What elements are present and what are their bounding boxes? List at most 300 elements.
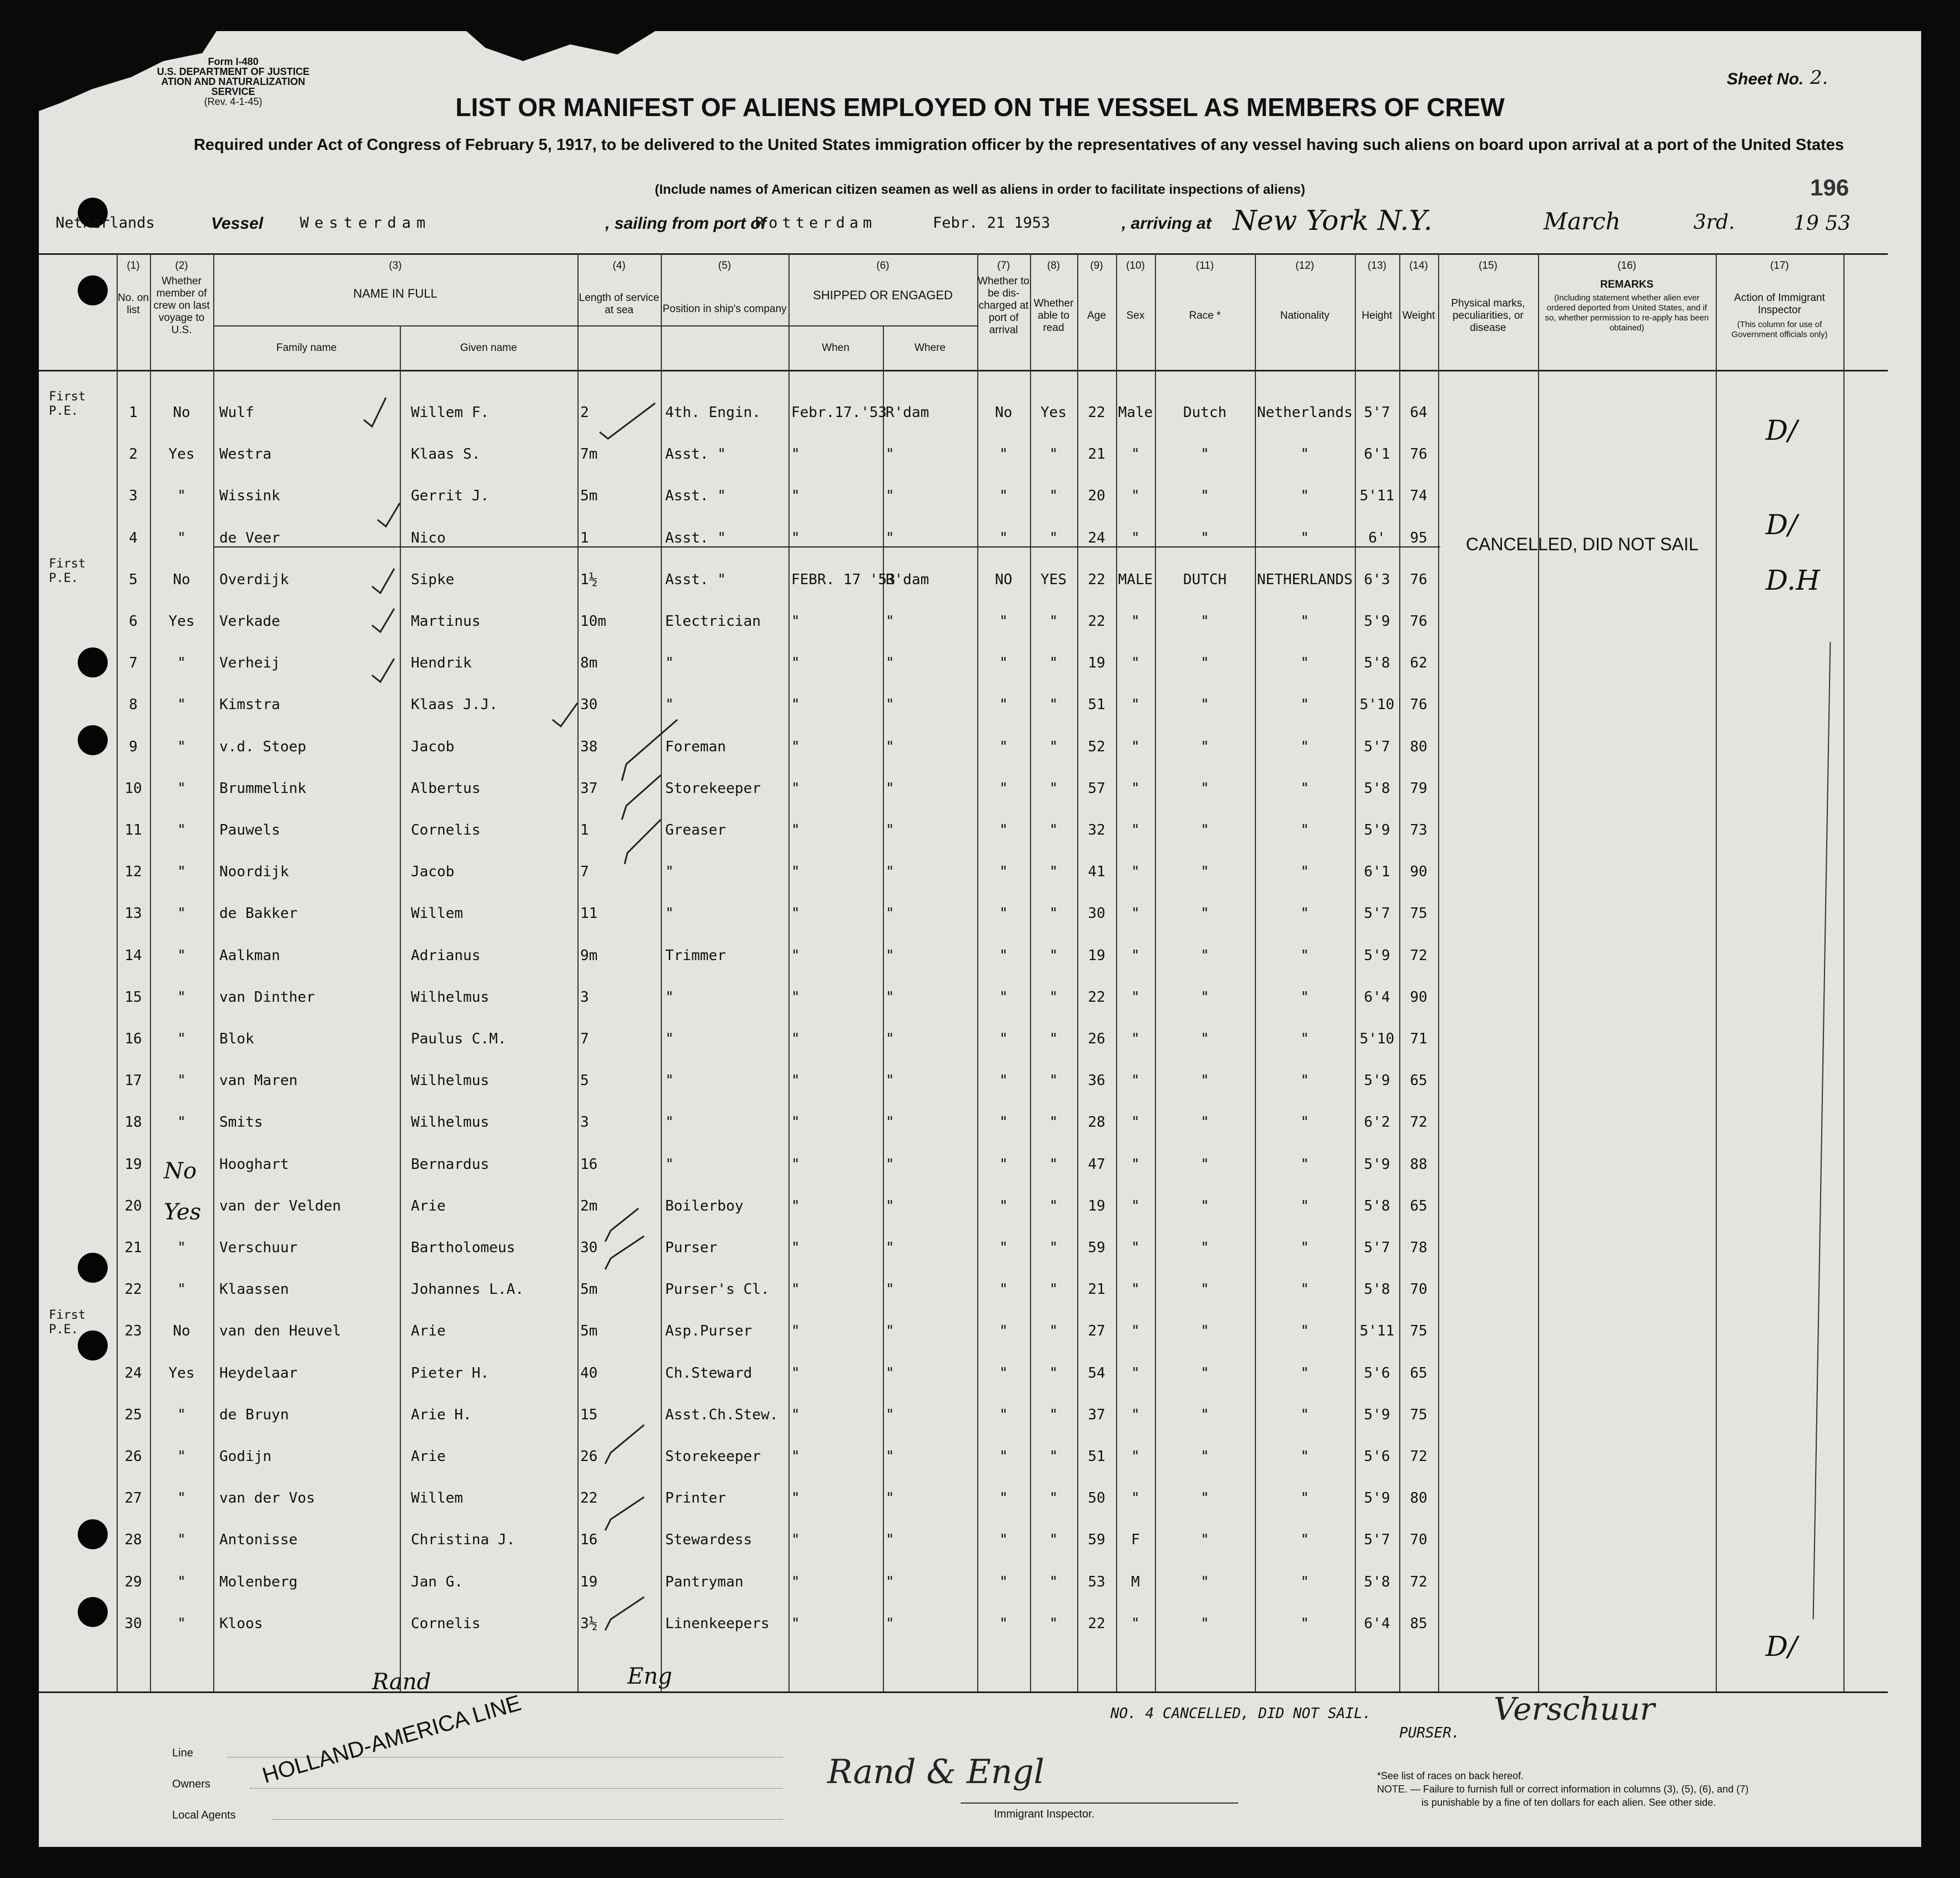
cell-age: 59 (1088, 1531, 1105, 1549)
cell-position: Stewardess (665, 1531, 752, 1549)
cell-race: " (1200, 1156, 1209, 1173)
cell-race: " (1200, 1197, 1209, 1214)
cell-service-length: 3 (580, 988, 589, 1006)
cell-row-number: 15 (124, 988, 142, 1006)
col3-head: NAME IN FULL (353, 287, 438, 300)
cell-shipped-where: " (886, 529, 894, 546)
cell-race: " (1200, 1114, 1209, 1131)
cell-shipped-where: R'dam (886, 571, 929, 588)
cell-race: " (1200, 947, 1209, 964)
inspector-mark: D/ (1766, 509, 1797, 541)
cell-shipped-when: " (791, 1364, 800, 1382)
cell-row-number: 25 (124, 1406, 142, 1423)
cell-service-length: 9m (580, 947, 598, 964)
cell-position: Boilerboy (665, 1197, 743, 1214)
cell-given-name: Arie H. (411, 1406, 472, 1423)
cell-age: 54 (1088, 1364, 1105, 1382)
cell-position: " (665, 1156, 674, 1173)
cell-nationality: " (1300, 1031, 1309, 1047)
cell-last-voyage: " (177, 696, 186, 714)
cell-race: " (1200, 780, 1209, 797)
cell-height: 5'10 (1359, 696, 1395, 714)
cell-shipped-where: " (886, 822, 894, 838)
cell-row-number: 14 (124, 947, 142, 964)
cell-height: 5'9 (1364, 947, 1390, 964)
col3-given: Given name (460, 342, 517, 354)
col13-head: Height (1361, 310, 1393, 322)
cell-discharge: " (999, 613, 1008, 630)
cell-family-name: de Bakker (219, 905, 298, 922)
cell-height: 5'8 (1364, 1573, 1390, 1590)
cell-shipped-where: " (886, 488, 894, 505)
cell-row-number: 13 (124, 905, 142, 922)
cell-age: 32 (1088, 822, 1105, 838)
cell-last-voyage: " (177, 947, 186, 964)
cell-service-length: 16 (580, 1531, 598, 1549)
cell-nationality: " (1300, 905, 1309, 922)
cell-height: 5'8 (1364, 1281, 1390, 1298)
cell-given-name: Johannes L.A. (411, 1281, 524, 1298)
cell-nationality: " (1300, 988, 1309, 1006)
cell-given-name: Arie (411, 1448, 446, 1465)
cell-family-name: de Bruyn (219, 1406, 289, 1423)
cell-age: 21 (1088, 446, 1105, 463)
cell-nationality: " (1300, 1490, 1309, 1507)
cell-given-name: Arie (411, 1197, 446, 1214)
col8-head: Whether able to read (1033, 298, 1074, 334)
cell-family-name: Kimstra (219, 696, 280, 714)
company-stamp: HOLLAND-AMERICA LINE (259, 1690, 524, 1789)
cell-family-name: Pauwels (219, 822, 280, 838)
cell-last-voyage: " (177, 905, 186, 922)
inspector-signature-line (961, 1802, 1238, 1804)
cell-shipped-where: " (886, 1031, 894, 1047)
col2-num: (2) (175, 260, 188, 272)
cell-discharge: " (999, 1197, 1008, 1214)
cell-race: " (1200, 863, 1209, 881)
cell-service-length: 2m (580, 1197, 598, 1214)
cell-race: " (1200, 613, 1209, 630)
cell-able-to-read: " (1049, 529, 1058, 546)
col3-num: (3) (389, 260, 402, 272)
purser-label: PURSER. (1399, 1725, 1460, 1741)
cell-weight: 78 (1410, 1239, 1428, 1256)
cell-weight: 75 (1410, 905, 1428, 922)
cell-height: 5'9 (1364, 822, 1390, 838)
col16-head: REMARKS (1600, 279, 1654, 290)
cell-shipped-when: " (791, 696, 800, 714)
cell-sex: M (1131, 1573, 1140, 1590)
col6-head: SHIPPED OR ENGAGED (813, 288, 953, 302)
cell-able-to-read: " (1049, 1072, 1058, 1089)
cell-row-number: 6 (129, 613, 138, 630)
cell-sex: " (1131, 780, 1140, 797)
cell-weight: 64 (1410, 404, 1428, 421)
col10-num: (10) (1126, 260, 1145, 272)
cell-height: 5'9 (1364, 1406, 1390, 1423)
col6-when: When (822, 342, 850, 354)
cell-nationality: " (1300, 488, 1309, 505)
cell-shipped-when: " (791, 1239, 800, 1256)
cell-discharge: " (999, 1281, 1008, 1298)
cell-sex: " (1131, 1406, 1140, 1423)
cell-able-to-read: " (1049, 1323, 1058, 1340)
cell-shipped-when: " (791, 1573, 800, 1590)
form-id: Form I-480 U.S. DEPARTMENT OF JUSTICE ATION AND NATURALIZATION SERVICE (Rev. 4-1-45) (157, 56, 310, 107)
cell-row-number: 22 (124, 1281, 142, 1298)
cell-race: " (1200, 1615, 1209, 1632)
cell-race: " (1200, 696, 1209, 714)
cell-weight: 65 (1410, 1072, 1428, 1089)
cell-weight: 80 (1410, 1490, 1428, 1507)
cell-shipped-where: " (886, 947, 894, 964)
inspector-label: Immigrant Inspector. (994, 1808, 1095, 1820)
cell-position: Trimmer (665, 947, 726, 964)
cell-nationality: NETHERLANDS (1257, 571, 1353, 588)
cell-row-number: 12 (124, 863, 142, 881)
cell-race: Dutch (1183, 404, 1227, 421)
cell-race: " (1200, 446, 1209, 463)
cell-height: 5'8 (1364, 1197, 1390, 1214)
cell-service-length: 19 (580, 1573, 598, 1590)
cell-race: " (1200, 1531, 1209, 1549)
cell-shipped-when: " (791, 1448, 800, 1465)
cell-last-voyage: No (173, 1323, 190, 1340)
cell-position: Asst. " (665, 446, 726, 463)
cell-able-to-read: " (1049, 696, 1058, 714)
arriving-label: , arriving at (1122, 214, 1212, 233)
cell-sex: " (1131, 1156, 1140, 1173)
cell-shipped-where: " (886, 1573, 894, 1590)
cell-able-to-read: " (1049, 988, 1058, 1006)
cell-row-number: 30 (124, 1615, 142, 1632)
cell-given-name: Hendrik (411, 655, 472, 672)
cell-given-name: Willem F. (411, 404, 489, 421)
inspector-initials: Eng (627, 1664, 672, 1689)
cell-shipped-where: " (886, 1364, 894, 1382)
cell-shipped-when: " (791, 1281, 800, 1298)
cell-sex: F (1131, 1531, 1140, 1549)
footnote: *See list of races on back hereof. NOTE. — Failure to furnish full or correct information in columns (3), (5), (6), and (7) is punishable by a fine of ten dollars for each alien. See other side. (1377, 1770, 1749, 1808)
cell-service-length: 11 (580, 905, 598, 922)
cell-age: 22 (1088, 613, 1105, 630)
cell-position: " (665, 863, 674, 881)
cell-service-length: 22 (580, 1490, 598, 1507)
cell-position: Asst. " (665, 529, 726, 546)
cell-shipped-where: " (886, 988, 894, 1006)
cell-nationality: " (1300, 1072, 1309, 1089)
cell-shipped-when: " (791, 863, 800, 881)
cell-nationality: " (1300, 1573, 1309, 1590)
cell-given-name: Wilhelmus (411, 1072, 489, 1089)
cell-discharge: No (994, 404, 1013, 421)
cell-height: 5'7 (1364, 404, 1390, 421)
cell-position: Purser (665, 1239, 717, 1256)
cell-given-name: Willem (411, 905, 463, 922)
cell-sex: " (1131, 822, 1140, 838)
cell-discharge: " (999, 1490, 1008, 1507)
cell-height: 5'7 (1364, 1239, 1390, 1256)
owners-label: Owners (172, 1778, 210, 1790)
col3-family: Family name (276, 342, 337, 354)
cell-family-name: Noordijk (219, 863, 289, 881)
cell-nationality: " (1300, 696, 1309, 714)
cell-shipped-when: " (791, 905, 800, 922)
cell-weight: 70 (1410, 1281, 1428, 1298)
cell-weight: 72 (1410, 947, 1428, 964)
cell-race: " (1200, 905, 1209, 922)
cell-nationality: " (1300, 446, 1309, 463)
cell-row-number: 10 (124, 780, 142, 797)
cell-weight: 76 (1410, 613, 1428, 630)
cell-sex: " (1131, 446, 1140, 463)
col5-num: (5) (718, 260, 731, 272)
cell-position: Asp.Purser (665, 1323, 752, 1340)
cell-given-name: Willem (411, 1490, 463, 1507)
cell-service-length: 5m (580, 1323, 598, 1340)
cell-race: DUTCH (1183, 571, 1227, 588)
cell-last-voyage: " (177, 1072, 186, 1089)
cell-height: 6' (1368, 529, 1386, 546)
cell-family-name: van den Heuvel (219, 1323, 341, 1340)
cell-discharge: " (999, 1573, 1008, 1590)
cell-age: 51 (1088, 696, 1105, 714)
cell-shipped-when: " (791, 988, 800, 1006)
cell-last-voyage: " (177, 1406, 186, 1423)
cell-height: 5'6 (1364, 1448, 1390, 1465)
cell-service-length: 38 (580, 738, 598, 755)
cell-able-to-read: " (1049, 446, 1058, 463)
cell-shipped-when: " (791, 1114, 800, 1131)
cell-weight: 65 (1410, 1197, 1428, 1214)
cell-row-number: 18 (124, 1114, 142, 1131)
line-label: Line (172, 1747, 193, 1759)
cell-sex: " (1131, 1490, 1140, 1507)
cell-last-voyage: " (177, 1031, 186, 1047)
cell-weight: 75 (1410, 1323, 1428, 1340)
cell-family-name: Blok (219, 1031, 254, 1047)
col17-head: Action of Immigrant Inspector (1734, 292, 1825, 316)
cell-height: 6'1 (1364, 446, 1390, 463)
cell-family-name: van der Velden (219, 1197, 341, 1214)
cell-age: 37 (1088, 1406, 1105, 1423)
cell-shipped-where: " (886, 1197, 894, 1214)
cell-shipped-when: " (791, 1031, 800, 1047)
col14-head: Weight (1402, 310, 1435, 322)
cell-sex: " (1131, 1197, 1140, 1214)
cell-last-voyage: " (177, 822, 186, 838)
cell-age: 21 (1088, 1281, 1105, 1298)
cell-race: " (1200, 529, 1209, 546)
cell-service-length: 40 (580, 1364, 598, 1382)
cell-nationality: " (1300, 863, 1309, 881)
cell-nationality: Netherlands (1257, 404, 1353, 421)
cell-discharge: " (999, 947, 1008, 964)
cell-age: 41 (1088, 863, 1105, 881)
cell-service-length: 10m (580, 613, 606, 630)
cell-position: Asst. " (665, 488, 726, 505)
cell-sex: " (1131, 613, 1140, 630)
cell-shipped-where: " (886, 863, 894, 881)
cell-shipped-where: " (886, 905, 894, 922)
cell-age: 26 (1088, 1031, 1105, 1047)
vessel-name: Westerdam (300, 214, 431, 232)
cell-family-name: Molenberg (219, 1573, 298, 1590)
cell-height: 6'1 (1364, 863, 1390, 881)
checkmarks-overlay (39, 31, 1921, 1847)
cell-sex: " (1131, 1239, 1140, 1256)
cell-sex: " (1131, 1364, 1140, 1382)
cell-shipped-where: " (886, 1114, 894, 1131)
cell-service-length: 1 (580, 822, 589, 838)
inspector-mark: D/ (1766, 1630, 1797, 1663)
cell-position: " (665, 696, 674, 714)
cell-last-voyage: " (177, 1615, 186, 1632)
cell-service-length: 3 (580, 1114, 589, 1131)
cell-age: 30 (1088, 905, 1105, 922)
cell-race: " (1200, 1406, 1209, 1423)
col16-note: (Including statement whether alien ever ordered deported from United States, and if so, whether permission to re-apply has been obtained) (1545, 293, 1709, 333)
cell-race: " (1200, 1573, 1209, 1590)
cell-weight: 74 (1410, 488, 1428, 505)
cell-nationality: " (1300, 822, 1309, 838)
cell-age: 59 (1088, 1239, 1105, 1256)
cell-row-number: 26 (124, 1448, 142, 1465)
cell-discharge: " (999, 1531, 1008, 1549)
cell-shipped-when: " (791, 1490, 800, 1507)
cell-last-voyage: " (177, 738, 186, 755)
cell-shipped-where: " (886, 1156, 894, 1173)
cell-family-name: Smits (219, 1114, 263, 1131)
cell-discharge: " (999, 1406, 1008, 1423)
cell-last-voyage: " (177, 1239, 186, 1256)
cell-nationality: " (1300, 1531, 1309, 1549)
cell-family-name: Klaassen (219, 1281, 289, 1298)
cell-height: 5'7 (1364, 1531, 1390, 1549)
cell-given-name: Jan G. (411, 1573, 463, 1590)
cell-discharge: " (999, 1114, 1008, 1131)
cell-shipped-where: " (886, 446, 894, 463)
cell-weight: 85 (1410, 1615, 1428, 1632)
cell-discharge: " (999, 488, 1008, 505)
cell-shipped-where: " (886, 1239, 894, 1256)
cell-age: 22 (1088, 404, 1105, 421)
cell-sex: " (1131, 1615, 1140, 1632)
cell-race: " (1200, 1490, 1209, 1507)
cell-age: 28 (1088, 1114, 1105, 1131)
cell-position: Storekeeper (665, 1448, 761, 1465)
cell-row-number: 28 (124, 1531, 142, 1549)
owners-field (250, 1788, 783, 1789)
cell-able-to-read: " (1049, 613, 1058, 630)
cell-shipped-where: " (886, 1531, 894, 1549)
cell-family-name: Verkade (219, 613, 280, 630)
cell-able-to-read: " (1049, 863, 1058, 881)
col1-head: No. on list (118, 292, 149, 316)
margin-note-no: No (164, 1158, 197, 1184)
cell-family-name: van Maren (219, 1072, 298, 1089)
cell-shipped-when: " (791, 446, 800, 463)
cell-able-to-read: " (1049, 1573, 1058, 1590)
cell-race: " (1200, 1239, 1209, 1256)
cell-race: " (1200, 488, 1209, 505)
cell-race: " (1200, 1281, 1209, 1298)
cell-service-length: 37 (580, 780, 598, 797)
stamp-number: 196 (1810, 174, 1850, 200)
cell-shipped-where: " (886, 655, 894, 672)
cell-discharge: " (999, 988, 1008, 1006)
cell-shipped-when: " (791, 1615, 800, 1632)
cell-age: 36 (1088, 1072, 1105, 1089)
cell-family-name: van der Vos (219, 1490, 315, 1507)
col7-num: (7) (997, 260, 1011, 272)
col17-num: (17) (1770, 260, 1789, 272)
cell-nationality: " (1300, 1448, 1309, 1465)
cell-service-length: 30 (580, 1239, 598, 1256)
cell-age: 52 (1088, 738, 1105, 755)
cell-given-name: Bernardus (411, 1156, 489, 1173)
cell-weight: 90 (1410, 988, 1428, 1006)
cell-able-to-read: " (1049, 1281, 1058, 1298)
cell-position: Printer (665, 1490, 726, 1507)
cell-age: 19 (1088, 1197, 1105, 1214)
cell-given-name: Klaas J.J. (411, 696, 498, 714)
cell-row-number: 8 (129, 696, 138, 714)
cell-height: 5'9 (1364, 613, 1390, 630)
cell-shipped-when: " (791, 947, 800, 964)
cell-row-number: 2 (129, 446, 138, 463)
cell-sex: " (1131, 1072, 1140, 1089)
cell-row-number: 1 (129, 404, 138, 421)
cell-shipped-where: " (886, 1448, 894, 1465)
cell-weight: 76 (1410, 696, 1428, 714)
cell-discharge: NO (994, 571, 1013, 588)
cell-discharge: " (999, 1448, 1008, 1465)
cell-service-length: 30 (580, 696, 598, 714)
cell-height: 5'9 (1364, 1156, 1390, 1173)
cell-able-to-read: " (1049, 1531, 1058, 1549)
cell-age: 57 (1088, 780, 1105, 797)
cell-discharge: " (999, 822, 1008, 838)
cell-position: " (665, 988, 674, 1006)
cell-age: 47 (1088, 1156, 1105, 1173)
arrival-port: New York N.Y. (1233, 204, 1433, 237)
inspector-mark: D.H (1766, 564, 1820, 596)
instruction: (Include names of American citizen seamen as well as aliens in order to facilitate inspections of aliens) (655, 182, 1305, 197)
cell-nationality: " (1300, 1323, 1309, 1340)
cell-given-name: Christina J. (411, 1531, 515, 1549)
cell-sex: " (1131, 988, 1140, 1006)
cell-shipped-when: " (791, 1197, 800, 1214)
agents-field (272, 1819, 783, 1820)
cell-service-length: 15 (580, 1406, 598, 1423)
cell-able-to-read: " (1049, 1406, 1058, 1423)
cell-discharge: " (999, 529, 1008, 546)
cell-given-name: Gerrit J. (411, 488, 489, 505)
margin-note-yes: Yes (164, 1199, 202, 1225)
cell-given-name: Cornelis (411, 1615, 481, 1632)
cell-shipped-where: " (886, 1323, 894, 1340)
cell-last-voyage: Yes (168, 1364, 195, 1382)
cell-shipped-where: " (886, 1072, 894, 1089)
cell-given-name: Paulus C.M. (411, 1031, 507, 1047)
cell-last-voyage: " (177, 1281, 186, 1298)
cell-position: 4th. Engin. (665, 404, 761, 421)
cell-nationality: " (1300, 738, 1309, 755)
cell-race: " (1200, 655, 1209, 672)
cell-margin-note: First P.E. (49, 390, 86, 418)
col17-note: (This column for use of Government officials only) (1731, 320, 1828, 339)
